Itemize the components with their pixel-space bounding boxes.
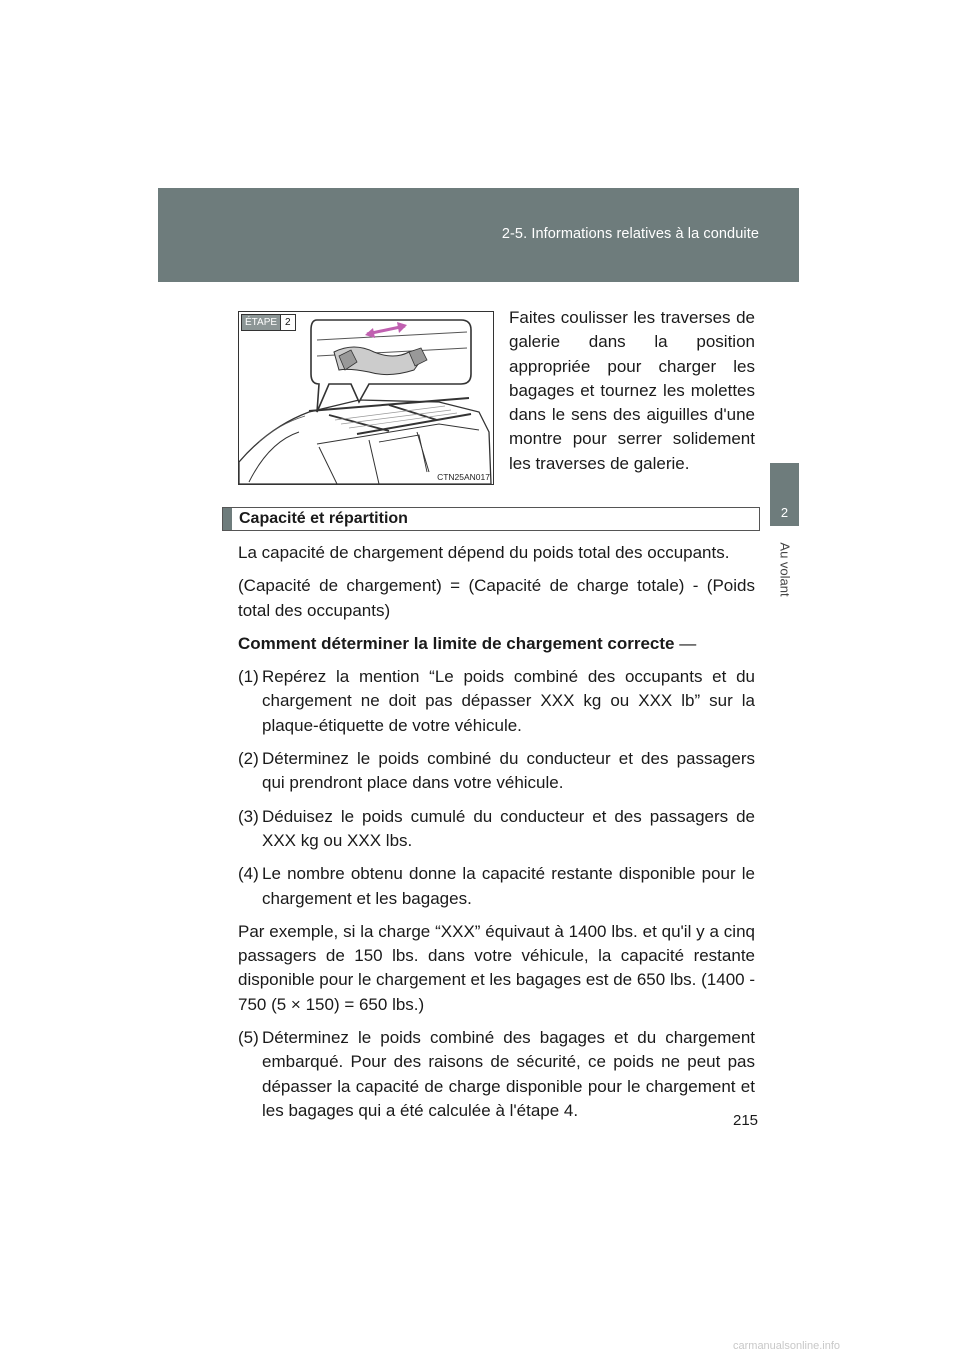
list-item xyxy=(238,747,755,796)
chapter-label xyxy=(771,534,799,604)
section-title: Capacité et répartition xyxy=(239,510,408,527)
figure-code: CTN25AN017 xyxy=(437,472,490,482)
list-item-text: Déterminez le poids combiné des bagages et du chargement embarqué. Pour des raisons de sécurité, ce poids ne peut pas dépasser la capacité de charge disponible pour le chargement et les bagages qui a été calculée à l'étape 4. xyxy=(262,1028,755,1120)
paragraph-capacity: La capacité de chargement dépend du poids total des occupants. xyxy=(238,543,730,562)
header-band xyxy=(158,188,799,282)
list-item xyxy=(238,805,755,854)
list-item-number: (5) xyxy=(238,1028,259,1048)
step-instruction: Faites coulisser les traverses de galerie dans la position appropriée pour charger les bagages et tournez les molettes dans le sens des aiguilles d'une montre pour serrer solidement les traverses de galerie. xyxy=(509,308,755,473)
chapter-tab xyxy=(770,463,799,526)
list-item-number: (2) xyxy=(238,749,259,769)
subheading xyxy=(238,632,755,656)
section-heading-bar xyxy=(223,508,232,530)
step-number: 2 xyxy=(280,315,295,330)
section-heading xyxy=(222,507,760,531)
example-paragraph: Par exemple, si la charge “XXX” équivaut à 1400 lbs. et qu'il y a cinq passagers de 150 lbs. dans votre véhicule, la capacité restante disponible pour le chargement et les bagages est de 650 lbs. (1400 - 750 (5 × 150) = 650 lbs.) xyxy=(238,921,755,1014)
subheading-text: Comment déterminer la limite de chargement correcte xyxy=(238,633,675,653)
list-item xyxy=(238,1026,755,1123)
list-item xyxy=(238,862,755,911)
roof-rack-drawing xyxy=(239,312,493,484)
subheading-dash: — xyxy=(674,633,697,653)
list-item-text: Repérez la mention “Le poids combiné des occupants et du chargement ne doit pas dépasser XXX kg ou XXX lb” sur la plaque-étiquette de votre véhicule. xyxy=(262,667,755,735)
paragraph-formula: (Capacité de chargement) = (Capacité de charge totale) - (Poids total des occupants) xyxy=(238,576,755,620)
page-number: 215 xyxy=(733,1112,759,1129)
list-item-number: (4) xyxy=(238,864,259,884)
step-label: ÉTAPE xyxy=(242,315,280,330)
list-item-number: (1) xyxy=(238,667,259,687)
chapter-label-text: Au volant xyxy=(777,541,793,597)
list-item-text: Déterminez le poids combiné du conducteur et des passagers qui prendront place dans votre véhicule. xyxy=(262,749,755,793)
roof-rack-illustration xyxy=(238,311,494,485)
list-item-text: Déduisez le poids cumulé du conducteur et des passagers de XXX kg ou XXX lbs. xyxy=(262,806,755,850)
section-header-title: 2-5. Informations relatives à la conduite xyxy=(501,226,759,242)
chapter-number: 2 xyxy=(780,505,789,520)
list-item xyxy=(238,665,755,738)
step-badge xyxy=(241,314,296,331)
list-item-number: (3) xyxy=(238,806,259,826)
watermark: carmanualsonline.info xyxy=(733,1340,841,1352)
list-item-text: Le nombre obtenu donne la capacité restante disponible pour le chargement et les bagages. xyxy=(262,864,755,908)
body-text xyxy=(238,541,755,1132)
